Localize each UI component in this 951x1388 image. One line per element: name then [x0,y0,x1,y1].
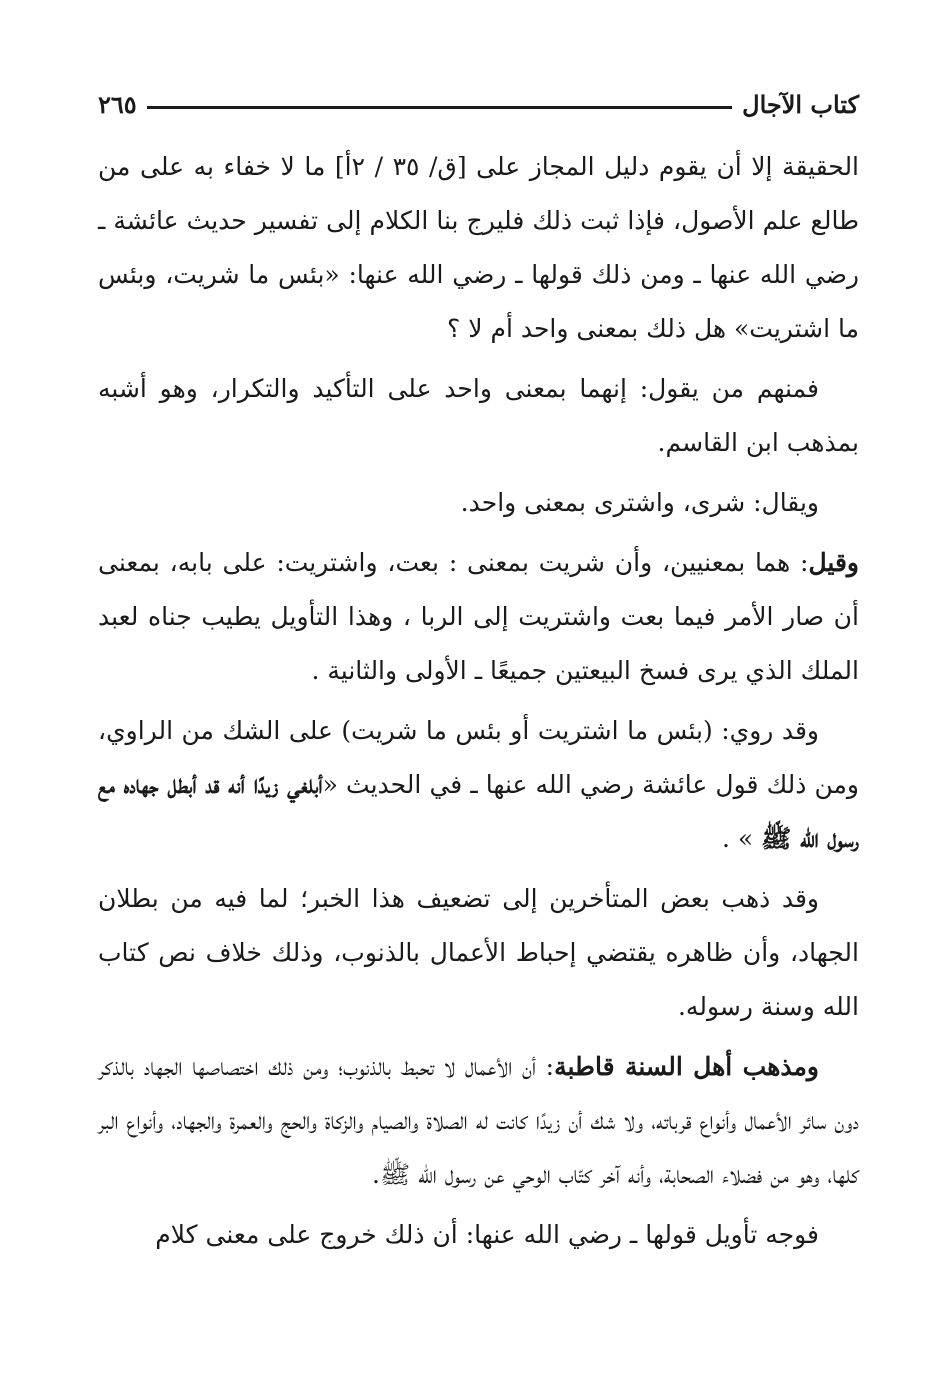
paragraph-text: فمنهم من يقول: إنهما بمعنى واحد على التأكيد والتكرار، وهو أشبه بمذهب ابن القاسم. [98,374,859,457]
header-rule [147,106,732,109]
paragraph-text: : أن الأعمال لا تحبط بالذنوب؛ ومن ذلك اختصاصها الجهاد بالذكر دون سائر الأعمال وأنواع قرباته، ولا شك أن زيدًا كانت له الصلاة والصيام والزكاة والحج والعمرة والجهاد، وأنواع البر كلها، وهو من فضلاء الصحابة، وأنه آخر كتّاب الوحي عن رسول الله ﷺ. [98,1052,859,1189]
paragraph-text: وقد ذهب بعض المتأخرين إلى تضعيف هذا الخبر؛ لما فيه من بطلان الجهاد، وأن ظاهره يقتضي إحباط الأعمال بالذنوب، وذلك خلاف نص كتاب الله وسنة رسوله. [98,884,859,1021]
chapter-title: كتاب الآجال [742,89,859,119]
paragraph-1 [98,140,859,356]
paragraph-text: : هما بمعنيين، وأن شريت بمعنى : بعت، واشتريت: على بابه، بمعنى أن صار الأمر فيما بعت واشتريت إلى الربا ، وهذا التأويل يطيب جناه لعبد الملك الذي يرى فسخ البيعتين جميعًا ـ الأولى والثانية . [98,548,859,685]
page-body [98,140,859,1268]
paragraph-text: فوجه تأويل قولها ـ رضي الله عنها: أن ذلك خروج على معنى كلام [155,1220,819,1249]
paragraph-4 [98,536,859,698]
paragraph-6 [98,872,859,1034]
paragraph-tail: » . [721,824,762,853]
paragraph-lead: ومذهب أهل السنة قاطبة [554,1052,819,1081]
paragraph-5 [98,704,859,866]
paragraph-text: الحقيقة إلا أن يقوم دليل المجاز على [ق/ ٣٥ / ٢أ] ما لا خفاء به على من طالع علم الأصول، فإذا ثبت ذلك فليرج بنا الكلام إلى تفسير حديث عائشة ـ رضي الله عنها ـ ومن ذلك قولها ـ رضي الله عنها: «بئس ما شريت، وبئس ما اشتريت» هل ذلك بمعنى واحد أم لا ؟ [98,152,860,343]
running-header [98,84,859,124]
paragraph-7 [98,1040,859,1202]
paragraph-2 [98,362,859,470]
paragraph-text: ويقال: شرى، واشترى بمعنى واحد. [460,488,819,517]
paragraph-3 [98,476,859,530]
paragraph-8 [98,1208,859,1262]
page-number: ٢٦٥ [98,89,137,119]
paragraph-text: وقد روي: (بئس ما اشتريت أو بئس ما شريت) على الشك من الراوي، ومن ذلك قول عائشة رضي الله عنها ـ في الحديث « [98,716,860,799]
paragraph-lead: وقيل [808,548,859,577]
hadith-quote: أبلغي زيدًا أنه قد أبطل جهاده مع رسول الله ﷺ [98,770,859,853]
